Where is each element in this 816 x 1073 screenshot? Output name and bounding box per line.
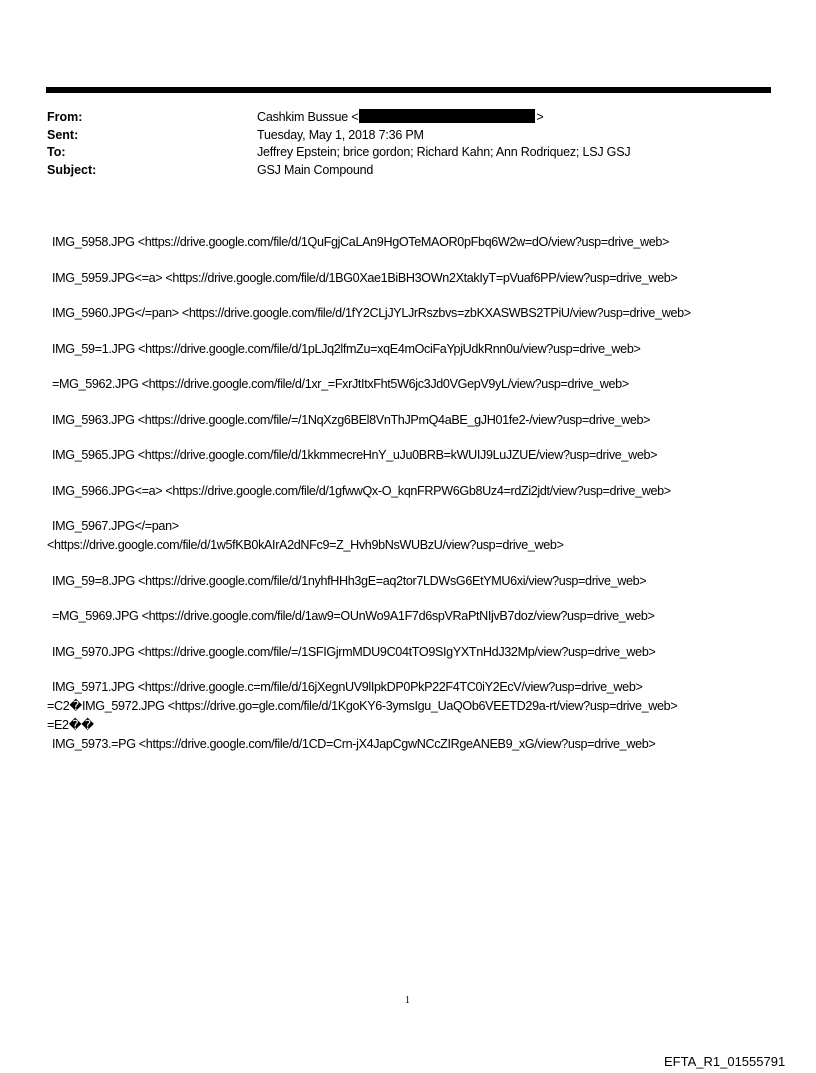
header-rule	[46, 87, 771, 93]
from-value-end: >	[536, 110, 544, 124]
from-label: From:	[47, 110, 83, 124]
body-line: IMG_59=8.JPG <https://drive.google.com/file/d/1nyhfHHh3gE=aq2tor7LDWsG6EtYMU6xi/view?usp=drive_web>	[52, 573, 647, 588]
body-line: IMG_5960.JPG</=pan> <https://drive.google.com/file/d/1fY2CLjJYLJrRszbvs=zbKXASWBS2TPiU/view?usp=drive_web>	[52, 306, 691, 320]
redaction-box	[359, 109, 535, 123]
body-line: IMG_5971.JPG <https://drive.google.c=m/file/d/16jXegnUV9lIpkDP0PkP22F4TC0iY2EcV/view?usp=drive_web>	[52, 680, 643, 694]
body-line: IMG_5970.JPG <https://drive.google.com/file/=/1SFIGjrmMDU9C04tTO9SIgYXTnHdJ32Mp/view?usp=drive_web>	[52, 644, 656, 659]
body-line: IMG_5966.JPG<=a> <https://drive.google.com/file/d/1gfwwQx-O_kqnFRPW6Gb8Uz4=rdZi2jdt/view?usp=drive_web>	[52, 483, 671, 498]
email-body	[47, 233, 787, 771]
from-value	[257, 109, 543, 127]
body-line: IMG_5965.JPG <https://drive.google.com/file/d/1kkmmecreHnY_uJu0BRB=kWUIJ9LuJZUE/view?usp=drive_web>	[52, 448, 658, 462]
bates-number: EFTA_R1_01555791	[664, 1054, 786, 1069]
subject-label: Subject:	[47, 162, 97, 177]
body-line: IMG_5973.=PG <https://drive.google.com/file/d/1CD=Crn-jX4JapCgwNCcZIRgeANEB9_xG/view?usp=drive_web>	[52, 737, 656, 751]
from-name: Cashkim Bussue <	[257, 110, 359, 124]
sent-label: Sent:	[47, 127, 79, 142]
body-line: =E2��	[47, 718, 94, 732]
body-line: =MG_5962.JPG <https://drive.google.com/file/d/1xr_=FxrJtItxFht5W6jc3Jd0VGepV9yL/view?usp=drive_web>	[52, 377, 629, 391]
to-value: Jeffrey Epstein; brice gordon; Richard Kahn; Ann Rodriquez; LSJ GSJ	[257, 145, 631, 159]
sent-value: Tuesday, May 1, 2018 7:36 PM	[257, 127, 424, 142]
body-line: IMG_5967.JPG</=pan>	[52, 519, 179, 533]
body-paragraph	[47, 678, 787, 754]
body-paragraph	[47, 517, 787, 555]
body-line: <https://drive.google.com/file/d/1w5fKB0kAIrA2dNFc9=Z_Hvh9bNsWUBzU/view?usp=drive_web>	[47, 538, 564, 552]
body-line: IMG_59=1.JPG <https://drive.google.com/file/d/1pLJq2lfmZu=xqE4mOciFaYpjUdkRnn0u/view?usp=drive_web>	[52, 341, 641, 356]
subject-value: GSJ Main Compound	[257, 162, 374, 177]
body-line: =MG_5969.JPG <https://drive.google.com/file/d/1aw9=OUnWo9A1F7d6spVRaPtNIjvB7doz/view?usp=drive_web>	[52, 609, 655, 623]
page-number: 1	[405, 995, 410, 1006]
body-line: =C2�IMG_5972.JPG <https://drive.go=gle.com/file/d/1KgoKY6-3ymsIgu_UaQOb6VEETD29a-rt/view?usp=drive_web>	[47, 699, 678, 713]
body-line: IMG_5963.JPG <https://drive.google.com/file/=/1NqXzg6BEl8VnThJPmQ4aBE_gJH01fe2-/view?usp=drive_web>	[52, 412, 651, 427]
to-label: To:	[47, 145, 66, 159]
body-line: IMG_5958.JPG <https://drive.google.com/file/d/1QuFgjCaLAn9HgOTeMAOR0pFbq6W2w=dO/view?usp=drive_web>	[52, 235, 670, 249]
body-line: IMG_5959.JPG<=a> <https://drive.google.com/file/d/1BG0Xae1BiBH3OWn2XtakIyT=pVuaf6PP/view?usp=drive_web>	[52, 270, 678, 285]
